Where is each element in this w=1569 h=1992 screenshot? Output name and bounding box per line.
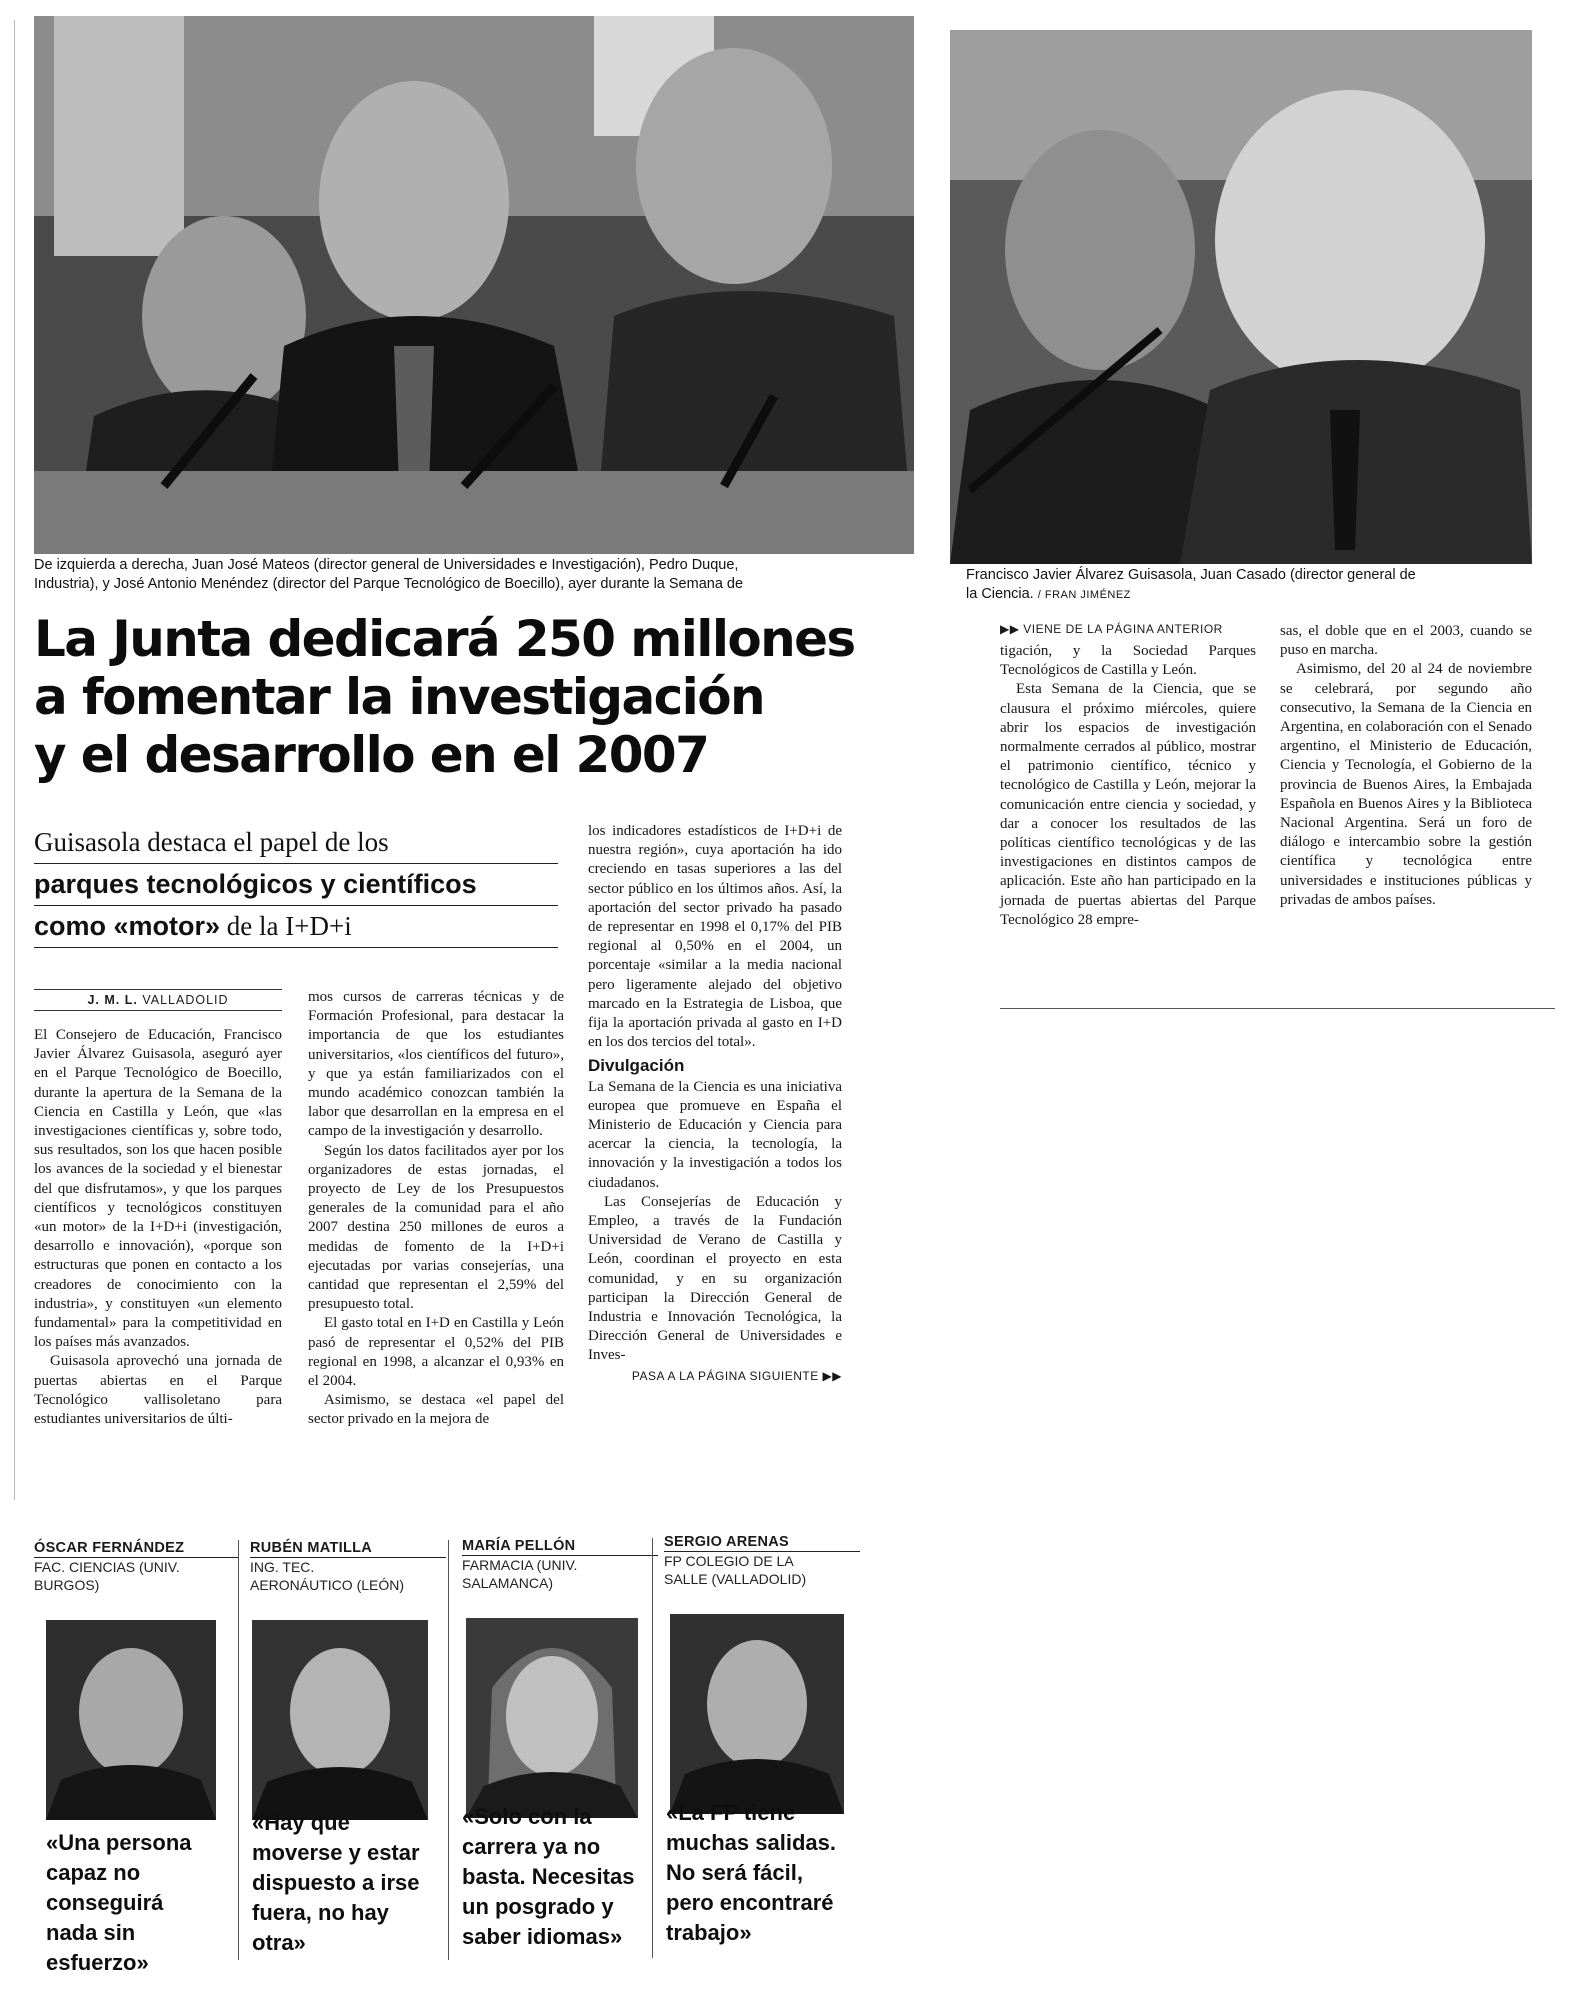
vox-quote-line: muchas salidas. [666, 1830, 836, 1855]
col4-paragraph-1: tigación, y la Sociedad Parques Tecnológicos de Castilla y León. [1000, 643, 1256, 679]
photo-conference-panel-image [34, 16, 914, 554]
vox-maria-pellon [462, 1538, 658, 1592]
portrait-maria-pellon-image [466, 1618, 638, 1818]
portrait-oscar-fernandez-image [46, 1620, 216, 1820]
article-column-4 [1000, 642, 1256, 930]
vox-role-line: BURGOS) [34, 1577, 100, 1593]
photo-guisasola-casado-image [950, 30, 1532, 564]
vox-quote-oscar [46, 1828, 236, 1978]
col1-paragraph-1: El Consejero de Educación, Francisco Javier Álvarez Guisasola, aseguró ayer en el Parque Tecnológico de Boecillo, durante la apertura de la Semana de la Ciencia en Castilla y León, que «las investigaciones científicas y, sobre todo, sus resultados, son los que hacen posible los avances de la sociedad y el bienestar del que disfrutamos», y que los parques científicos y tecnológicos constituyen «un motor» de la I+D+i (investigación, desarrollo e innovación), «porque son estructuras que ponen en contacto a los creadores de conocimiento con la industria», y constituyen «un elemento fundamental» para la competitividad en los países más avanzados. [34, 1027, 282, 1351]
vox-quote-ruben [252, 1808, 448, 1958]
left-caption-line-1: De izquierda a derecha, Juan José Mateos (director general de Universidades e Investigación), Pedro Duque, [34, 557, 739, 573]
left-caption-line-2: Industria), y José Antonio Menéndez (director del Parque Tecnológico de Boecillo), ayer durante la Semana de [34, 576, 744, 592]
vox-quote-line: saber idiomas» [462, 1924, 623, 1949]
right-photo-caption [966, 566, 1526, 605]
photo-guisasola-casado [950, 30, 1532, 564]
col3-paragraph-1: los indicadores estadísticos de I+D+i de nuestra región», cuya aportación ha ido creciendo en tasas superiores a las del sector público en los últimos años. Así, la aportación del sector privado ha pasado de representar en 1998 el 0,17% del PIB regional al 0,50% en el 2004, un porcentaje «similar a la media nacional pero ligeramente alejado del objetivo marcado en la Estrategia de Lisboa, que fija la aportación privada al gasto en I+D en los dos tercios del total». [588, 823, 842, 1051]
headline-line-3: y el desarrollo en el 2007 [34, 726, 709, 784]
article-column-1 [34, 1026, 282, 1429]
vox-role [34, 1558, 238, 1594]
vox-role-line: AERONÁUTICO (LEÓN) [250, 1577, 405, 1593]
subheadline [34, 822, 558, 948]
byline-place: VALLADOLID [142, 993, 229, 1007]
headline-line-2: a fomentar la investigación [34, 668, 764, 726]
portrait-oscar-fernandez [46, 1620, 216, 1820]
col2-paragraph-4: Asimismo, se destaca «el papel del sector privado en la mejora de [308, 1392, 564, 1428]
headline [34, 610, 914, 784]
vox-role [462, 1556, 658, 1592]
right-caption-line-2: la Ciencia. [966, 586, 1034, 602]
vox-quote-sergio [666, 1798, 866, 1948]
vox-quote-line: nada sin [46, 1920, 136, 1945]
article-column-2 [308, 988, 564, 1430]
vox-role [664, 1552, 860, 1588]
vox-oscar-fernandez [34, 1540, 238, 1594]
vox-name: RUBÉN MATILLA [250, 1540, 446, 1558]
vox-quote-line: «Hay que [252, 1810, 350, 1835]
portrait-maria-pellon [466, 1618, 638, 1818]
col5-paragraph-2: Asimismo, del 20 al 24 de noviembre se celebrará, por segundo año consecutivo, la Semana de la Ciencia en Argentina, en colaboración con el Senado argentino, el Ministerio de Educación, Ciencia y Tecnología, el Gobierno de la provincia de Buenos Aires, la Embajada Española en Buenos Aires y la Biblioteca Nacional Argentina. Será un foro de diálogo e intercambio sobre la gestión científica y tecnológica entre universidades e instituciones públicas y privadas de ambos países. [1280, 661, 1532, 908]
col2-paragraph-3: El gasto total en I+D en Castilla y León pasó de representar el 0,52% del PIB regional en 1998, a alcanzar el 0,93% en el 2004. [308, 1315, 564, 1390]
vox-role-line: FP COLEGIO DE LA [664, 1553, 794, 1569]
page-edge [14, 20, 15, 1500]
vox-role-line: ING. TEC. [250, 1559, 315, 1575]
subheadline-line-2 [34, 864, 558, 906]
col5-paragraph-1: sas, el doble que en el 2003, cuando se puso en marcha. [1280, 623, 1532, 659]
article-column-5 [1280, 622, 1532, 910]
divulgacion-heading: Divulgación [588, 1056, 685, 1076]
vox-sergio-arenas [664, 1534, 860, 1588]
vox-quote-line: dispuesto a irse [252, 1870, 420, 1895]
vox-role-line: FARMACIA (UNIV. [462, 1557, 578, 1573]
vox-quote-line: otra» [252, 1930, 306, 1955]
col3-paragraph-3: Las Consejerías de Educación y Empleo, a través de la Fundación Universidad de Verano de Castilla y León, coordinan el proyecto en esta comunidad, y en su organización participan la Dirección General de Industria e Innovación Tecnológica, la Dirección General de Universidades e Inves- [588, 1193, 842, 1364]
photo-conference-panel [34, 16, 914, 554]
portrait-sergio-arenas [670, 1614, 844, 1814]
subheadline-text-3: de la I+D+i [220, 911, 352, 941]
portrait-ruben-matilla [252, 1620, 428, 1820]
vox-quote-line: un posgrado y [462, 1894, 614, 1919]
col2-paragraph-1: mos cursos de carreras técnicas y de Formación Profesional, para destacar la importancia de que los estudiantes universitarios, «los científicos del futuro», y que ya están familiarizados con el mundo académico conozcan también la labor que desarrollan en la empresa en el campo de la investigación y desarrollo. [308, 989, 564, 1140]
article-column-3 [588, 822, 842, 1386]
vox-quote-line: «Una persona [46, 1830, 192, 1855]
vox-quote-line: «La FP tiene [666, 1800, 796, 1825]
right-section-rule [1000, 1008, 1555, 1009]
vox-name: SERGIO ARENAS [664, 1534, 860, 1552]
vox-quote-line: capaz no [46, 1860, 141, 1885]
col2-paragraph-2: Según los datos facilitados ayer por los organizadores de estas jornadas, el proyecto de Ley de los Presupuestos generales de la comunidad para el año 2007 destina 250 millones de euros a medidas de fomento de la I+D+i ejecutadas por varias consejerías, una cantidad que representan el 2,59% del presupuesto total. [308, 1142, 564, 1313]
vox-divider [652, 1538, 653, 1958]
vox-divider [238, 1540, 239, 1960]
right-caption-line-1: Francisco Javier Álvarez Guisasola, Juan Casado (director general de [966, 567, 1416, 583]
vox-quote-line: fuera, no hay [252, 1900, 389, 1925]
subheadline-text-1: Guisasola destaca el papel de los [34, 827, 389, 857]
vox-quote-line: conseguirá [46, 1890, 164, 1915]
portrait-sergio-arenas-image [670, 1614, 844, 1814]
vox-role-line: SALAMANCA) [462, 1575, 554, 1591]
vox-divider [448, 1540, 449, 1960]
vox-name: MARÍA PELLÓN [462, 1538, 658, 1556]
subheadline-text-3-bold: como «motor» [34, 911, 221, 941]
subheadline-text-2: parques tecnológicos y científicos [34, 869, 477, 899]
vox-name: ÓSCAR FERNÁNDEZ [34, 1540, 238, 1558]
portrait-ruben-matilla-image [252, 1620, 428, 1820]
headline-line-1: La Junta dedicará 250 millones [34, 610, 855, 668]
vox-ruben-matilla [250, 1540, 446, 1594]
continues-next-page-flag: PASA A LA PÁGINA SIGUIENTE ▶▶ [631, 1368, 842, 1383]
vox-role [250, 1558, 446, 1594]
vox-quote-line: moverse y estar [252, 1840, 420, 1865]
vox-quote-line: basta. Necesitas [462, 1864, 635, 1889]
vox-quote-line: esfuerzo» [46, 1950, 149, 1975]
byline-author: J. M. L. [87, 993, 138, 1007]
vox-quote-maria [462, 1802, 658, 1952]
col4-paragraph-2: Esta Semana de la Ciencia, que se clausura el próximo miércoles, quiere abrir los espacios de investigación normalmente cerrados al público, mostrar el patrimonio científico, técnico y tecnológico de Castilla y León, mejorar la comunicación entre ciencia y sociedad, y dar a conocer los resultados de las políticas científico tecnológicas y de las investigaciones en distintos campos de aplicación. Este año han participado en la jornada de puertas abiertas del Parque Tecnológico 28 empre- [1000, 681, 1256, 928]
vox-quote-line: «Solo con la [462, 1804, 592, 1829]
vox-role-line: FAC. CIENCIAS (UNIV. [34, 1559, 180, 1575]
photo-credit: / FRAN JIMÉNEZ [1037, 589, 1131, 601]
byline [34, 989, 282, 1011]
left-photo-caption [34, 556, 924, 594]
subheadline-line-1 [34, 822, 558, 864]
vox-quote-line: pero encontraré [666, 1890, 834, 1915]
vox-quote-line: trabajo» [666, 1920, 752, 1945]
col1-paragraph-2: Guisasola aprovechó una jornada de puertas abiertas en el Parque Tecnológico vallisoletano para estudiantes universitarios de últi- [34, 1353, 282, 1428]
vox-quote-line: carrera ya no [462, 1834, 601, 1859]
continued-from-previous-flag: ▶▶ VIENE DE LA PÁGINA ANTERIOR [1000, 622, 1223, 636]
vox-role-line: SALLE (VALLADOLID) [664, 1571, 807, 1587]
subheadline-line-3 [34, 906, 558, 948]
vox-quote-line: No será fácil, [666, 1860, 803, 1885]
col3-paragraph-2: La Semana de la Ciencia es una iniciativa europea que promueve en España el Ministerio de Educación y Ciencia para acercar la ciencia, la tecnología, la innovación y la investigación a todos los ciudadanos. [588, 1078, 842, 1191]
